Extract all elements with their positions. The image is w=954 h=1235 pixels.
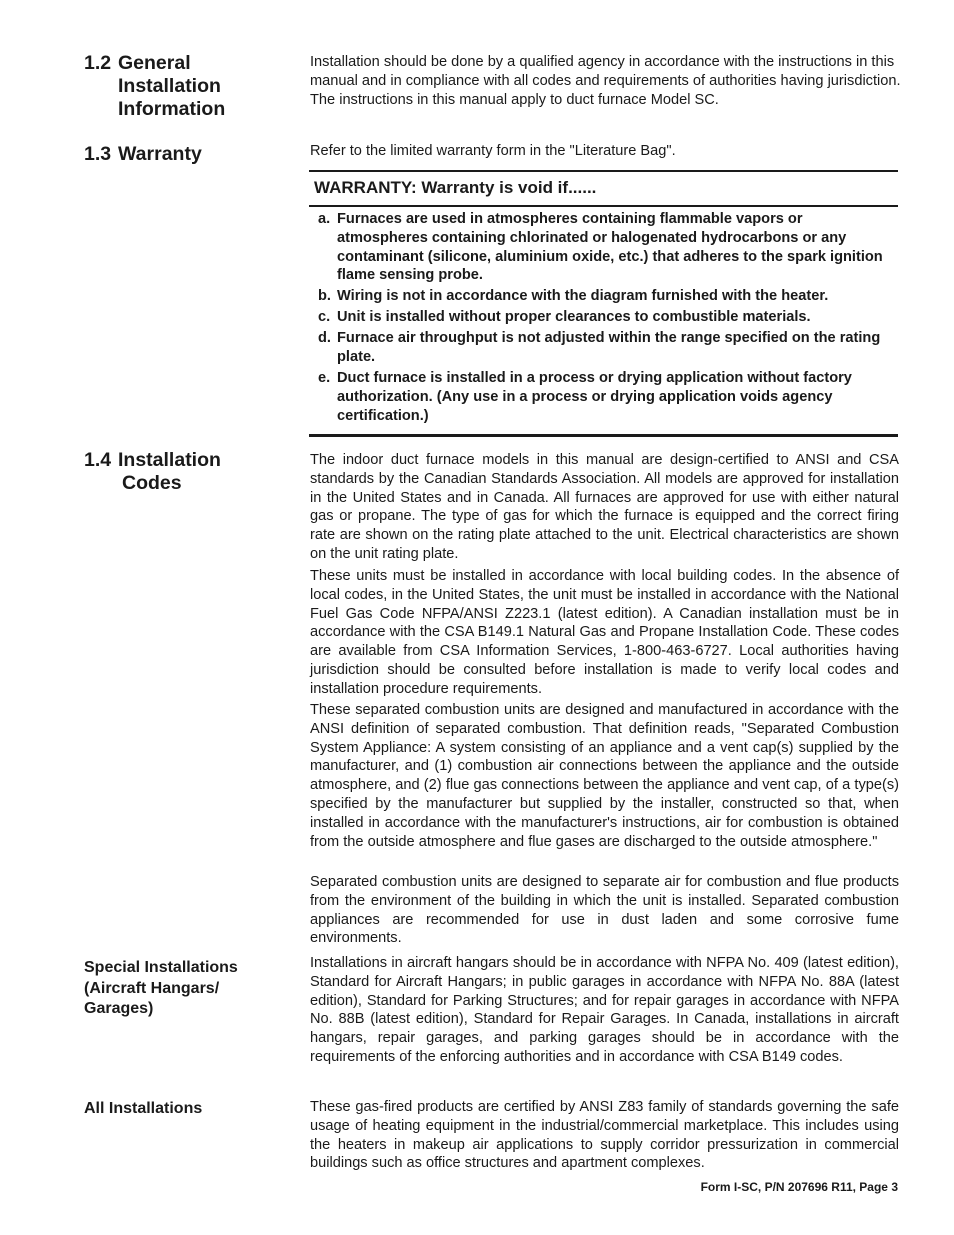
heading-general-installation	[84, 52, 225, 121]
list-item	[318, 287, 893, 306]
warranty-text: Refer to the limited warranty form in the "Literature Bag".	[310, 143, 676, 159]
heading-all-installations	[84, 1099, 284, 1120]
codes-paragraph-3: These separated combustion units are designed and manufactured in accordance with the ANSI definition of separated combustion. That definition reads, "Separated Combustion System Appliance: A system consisting of an appliance and a vent cap(s) supplied by the manufacturer, and (1) combustion air connections between the appliance and the outside atmosphere, and (2) flue gas connections between the appliance and vent cap, of a type(s) specified by the manufacturer but supplied by the installer, constructed so that, when installed in accordance with the manufacturer's instructions, air for combustion is obtained from the outside atmosphere and flue gases are discharged to the outside atmosphere."	[310, 702, 899, 850]
heading-line: Warranty	[118, 143, 202, 165]
list-letter: b.	[318, 288, 331, 305]
heading-line: (Aircraft Hangars/	[84, 979, 220, 997]
list-text: Furnaces are used in atmospheres containing flammable vapors or atmospheres containing chlorinated or halogenated hydrocarbons or any contaminant (silicone, aluminium oxide, etc.) that adheres to the spark ignition flame sensing probe.	[337, 211, 883, 284]
section-number: 1.2	[84, 52, 112, 74]
list-text: Wiring is not in accordance with the diagram furnished with the heater.	[337, 288, 829, 305]
section-number: 1.3	[84, 143, 112, 165]
list-text: Furnace air throughput is not adjusted within the range specified on the rating plate.	[337, 330, 881, 366]
list-item	[318, 308, 893, 327]
heading-line: Installation	[118, 75, 221, 97]
list-item	[318, 329, 893, 367]
heading-warranty	[84, 143, 202, 166]
list-item	[318, 369, 893, 425]
list-letter: c.	[318, 309, 331, 326]
list-letter: e.	[318, 370, 331, 387]
heading-installation-codes	[84, 449, 221, 495]
special-installations-text: Installations in aircraft hangars should be in accordance with NFPA No. 409 (latest edition), Standard for Aircraft Hangars; in public garages in accordance with NFPA No. 88A (latest edition), Standard for Parking Structures; and for repair garages in accordance with NFPA No. 88B (latest edition), Standard for Repair Garages. In Canada, installations in aircraft hangars, repair garages, and parking garages should be in accordance with the requirements of the enforcing authorities and in accordance with CSA B149 codes.	[310, 955, 899, 1065]
general-installation-text: Installation should be done by a qualified agency in accordance with the instructions in this manual and in compliance with all codes and requirements of authorities having jurisdiction. The instructions in this manual apply to duct furnace Model SC.	[310, 54, 901, 108]
heading-line: All Installations	[84, 1100, 203, 1117]
page-footer: Form I-SC, P/N 207696 R11, Page 3	[700, 1180, 898, 1194]
codes-paragraph-1: The indoor duct furnace models in this manual are design-certified to ANSI and CSA standards by the Canadian Standards Association. All models are approved for installation in the United States and in Canada. All furnaces are approved for use with either natural gas or propane. The type of gas for which the furnace is equipped and the correct firing rate are shown on the rating plate attached to the unit. Electrical characteristics are shown on the unit rating plate.	[310, 452, 899, 562]
heading-line: Garages)	[84, 1000, 154, 1017]
warranty-box-top-rule	[309, 170, 898, 172]
heading-line: Special Installations	[84, 959, 238, 976]
list-letter: a.	[318, 211, 331, 227]
warranty-void-list	[318, 210, 893, 428]
heading-line: Codes	[122, 472, 182, 494]
all-installations-text: These gas-fired products are certified by ANSI Z83 family of standards governing the safe usage of heating equipment in the industrial/commercial marketplace. This includes using the heaters in makeup air applications to supply corridor pressurization in commercial buildings such as office structures and apartment complexes.	[310, 1099, 899, 1172]
warranty-box-divider	[309, 205, 898, 207]
section-number: 1.4	[84, 449, 112, 471]
codes-paragraph-2: These units must be installed in accordance with local building codes. In the absence of local codes, in the United States, the unit must be installed in accordance with the National Fuel Gas Code NFPA/ANSI Z223.1 (latest edition). A Canadian installation must be in accordance with the CSA B149.1 Natural Gas and Propane Installation Code. These codes are available from CSA Information Services, 1-800-463-6727. Local authorities having jurisdiction should be consulted before installation is made to verify local codes and installation procedure requirements.	[310, 568, 899, 697]
list-item	[318, 210, 893, 285]
heading-line: General	[118, 52, 191, 74]
warranty-box-title: WARRANTY: Warranty is void if......	[314, 178, 597, 197]
list-text: Duct furnace is installed in a process or drying application without factory authorization. (Any use in a process or drying application voids agency certification.)	[337, 370, 852, 424]
codes-paragraph-4: Separated combustion units are designed to separate air for combustion and flue products from the environment of the building in which the unit is installed. Separated combustion appliances are recommended for use in dust laden and some corrosive fume environments.	[310, 874, 899, 947]
heading-line: Installation	[118, 449, 221, 471]
heading-special-installations	[84, 958, 284, 1020]
list-text: Unit is installed without proper clearances to combustible materials.	[337, 309, 811, 326]
heading-line: Information	[118, 98, 226, 120]
warranty-box-bottom-rule	[309, 434, 898, 437]
list-letter: d.	[318, 330, 331, 347]
